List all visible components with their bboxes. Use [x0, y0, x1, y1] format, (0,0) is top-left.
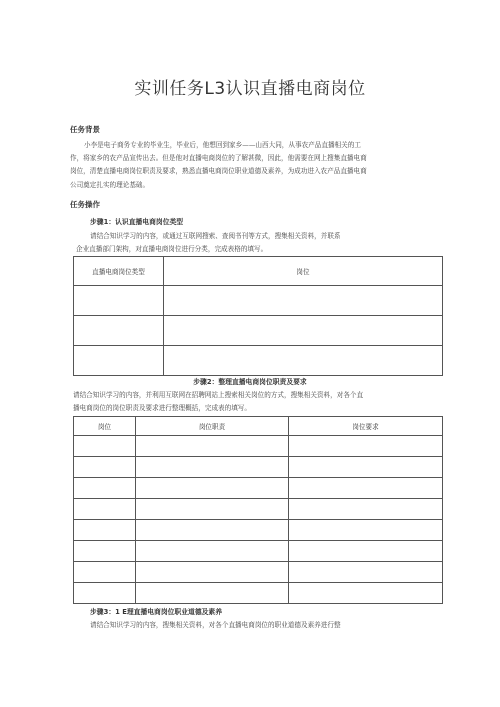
- step2-line: 请结合知识学习的内容，并利用互联网在招聘网站上搜索相关岗位的方式，搜集相关资料，对各个直: [73, 391, 364, 399]
- table-cell[interactable]: [74, 346, 164, 376]
- table-cell[interactable]: [289, 457, 443, 478]
- background-paragraph: [70, 139, 432, 192]
- table-row: [74, 583, 443, 604]
- table-header-row: [74, 257, 443, 286]
- table-row: [74, 541, 443, 562]
- table-cell[interactable]: [74, 457, 136, 478]
- step2-line: 播电商岗位的岗位职责及要求进行整理概括，完成表的填写。: [73, 404, 252, 412]
- table-cell[interactable]: [164, 316, 443, 346]
- table-cell[interactable]: [289, 436, 443, 457]
- table-cell[interactable]: [164, 346, 443, 376]
- table-cell[interactable]: [74, 562, 136, 583]
- table-cell[interactable]: [74, 316, 164, 346]
- background-line: 作，将家乡的农产品宣传出去。但是他对直播电商岗位的了解甚微，因此，他需要在网上搜集直播电商: [70, 154, 367, 163]
- table-row: [74, 286, 443, 316]
- table-cell[interactable]: [74, 520, 136, 541]
- step1-line: 企业直播部门架构，对直播电商岗位进行分类，完成表格的填写。: [76, 245, 268, 253]
- table-cell[interactable]: [74, 541, 136, 562]
- table-header-cell: 岗位: [74, 417, 136, 436]
- table-row: [74, 562, 443, 583]
- table-cell[interactable]: [136, 457, 289, 478]
- table-cell[interactable]: [74, 286, 164, 316]
- table-cell[interactable]: [74, 499, 136, 520]
- table-cell[interactable]: [289, 583, 443, 604]
- duty-requirement-table: [73, 416, 443, 604]
- table-header-cell: 岗位: [164, 257, 443, 286]
- table-row: [74, 478, 443, 499]
- step1-line: 请结合知识学习的内容，或通过互联网搜索、查阅书刊等方式，搜集相关资料，并联系: [90, 232, 341, 240]
- step1-title: 步骤1：认识直播电商岗位类型: [90, 218, 184, 226]
- table-cell[interactable]: [136, 499, 289, 520]
- table-cell[interactable]: [289, 478, 443, 499]
- table-cell[interactable]: [74, 436, 136, 457]
- table-row: [74, 316, 443, 346]
- page-title: 实训任务L3认识直播电商岗位: [134, 79, 366, 99]
- step2-title: 步骤2：整理直播电商岗位职责及要求: [193, 378, 307, 386]
- table-header-cell: 岗位要求: [289, 417, 443, 436]
- step3-line: 请结合知识学习的内容，搜集相关资料，对各个直播电商岗位的职业道德及素养进行整: [90, 621, 341, 629]
- table-header-cell: 岗位职责: [136, 417, 289, 436]
- table-cell[interactable]: [289, 520, 443, 541]
- table-cell[interactable]: [136, 583, 289, 604]
- table-row: [74, 520, 443, 541]
- table-cell[interactable]: [136, 541, 289, 562]
- table-cell[interactable]: [164, 286, 443, 316]
- section-heading-operation: 任务操作: [70, 200, 100, 209]
- position-type-table: [73, 256, 443, 376]
- background-line: 公司奠定扎实的理论基础。: [70, 180, 150, 189]
- table-cell[interactable]: [136, 520, 289, 541]
- background-line: 岗位，清楚直播电商岗位职责及要求，熟悉直播电商岗位职业道德及素养，为成功进入农产品直播电商: [70, 167, 367, 176]
- table-row: [74, 436, 443, 457]
- table-cell[interactable]: [136, 562, 289, 583]
- table-cell[interactable]: [74, 583, 136, 604]
- step3-title: 步骤3：1 E理直播电商岗位职业道德及素养: [90, 608, 223, 616]
- table-cell[interactable]: [74, 478, 136, 499]
- background-line: 小李是电子商务专业的毕业生，毕业后，他想回到家乡——山西大同，从事农产品直播相关的工: [84, 141, 361, 149]
- table-cell[interactable]: [289, 499, 443, 520]
- table-cell[interactable]: [289, 541, 443, 562]
- section-heading-background: 任务背景: [70, 125, 100, 134]
- table-row: [74, 457, 443, 478]
- table-cell[interactable]: [136, 436, 289, 457]
- table-cell[interactable]: [289, 562, 443, 583]
- table-row: [74, 346, 443, 376]
- table-cell[interactable]: [136, 478, 289, 499]
- table-header-cell: 直播电商岗位类型: [74, 257, 164, 286]
- table-header-row: [74, 417, 443, 436]
- table-row: [74, 499, 443, 520]
